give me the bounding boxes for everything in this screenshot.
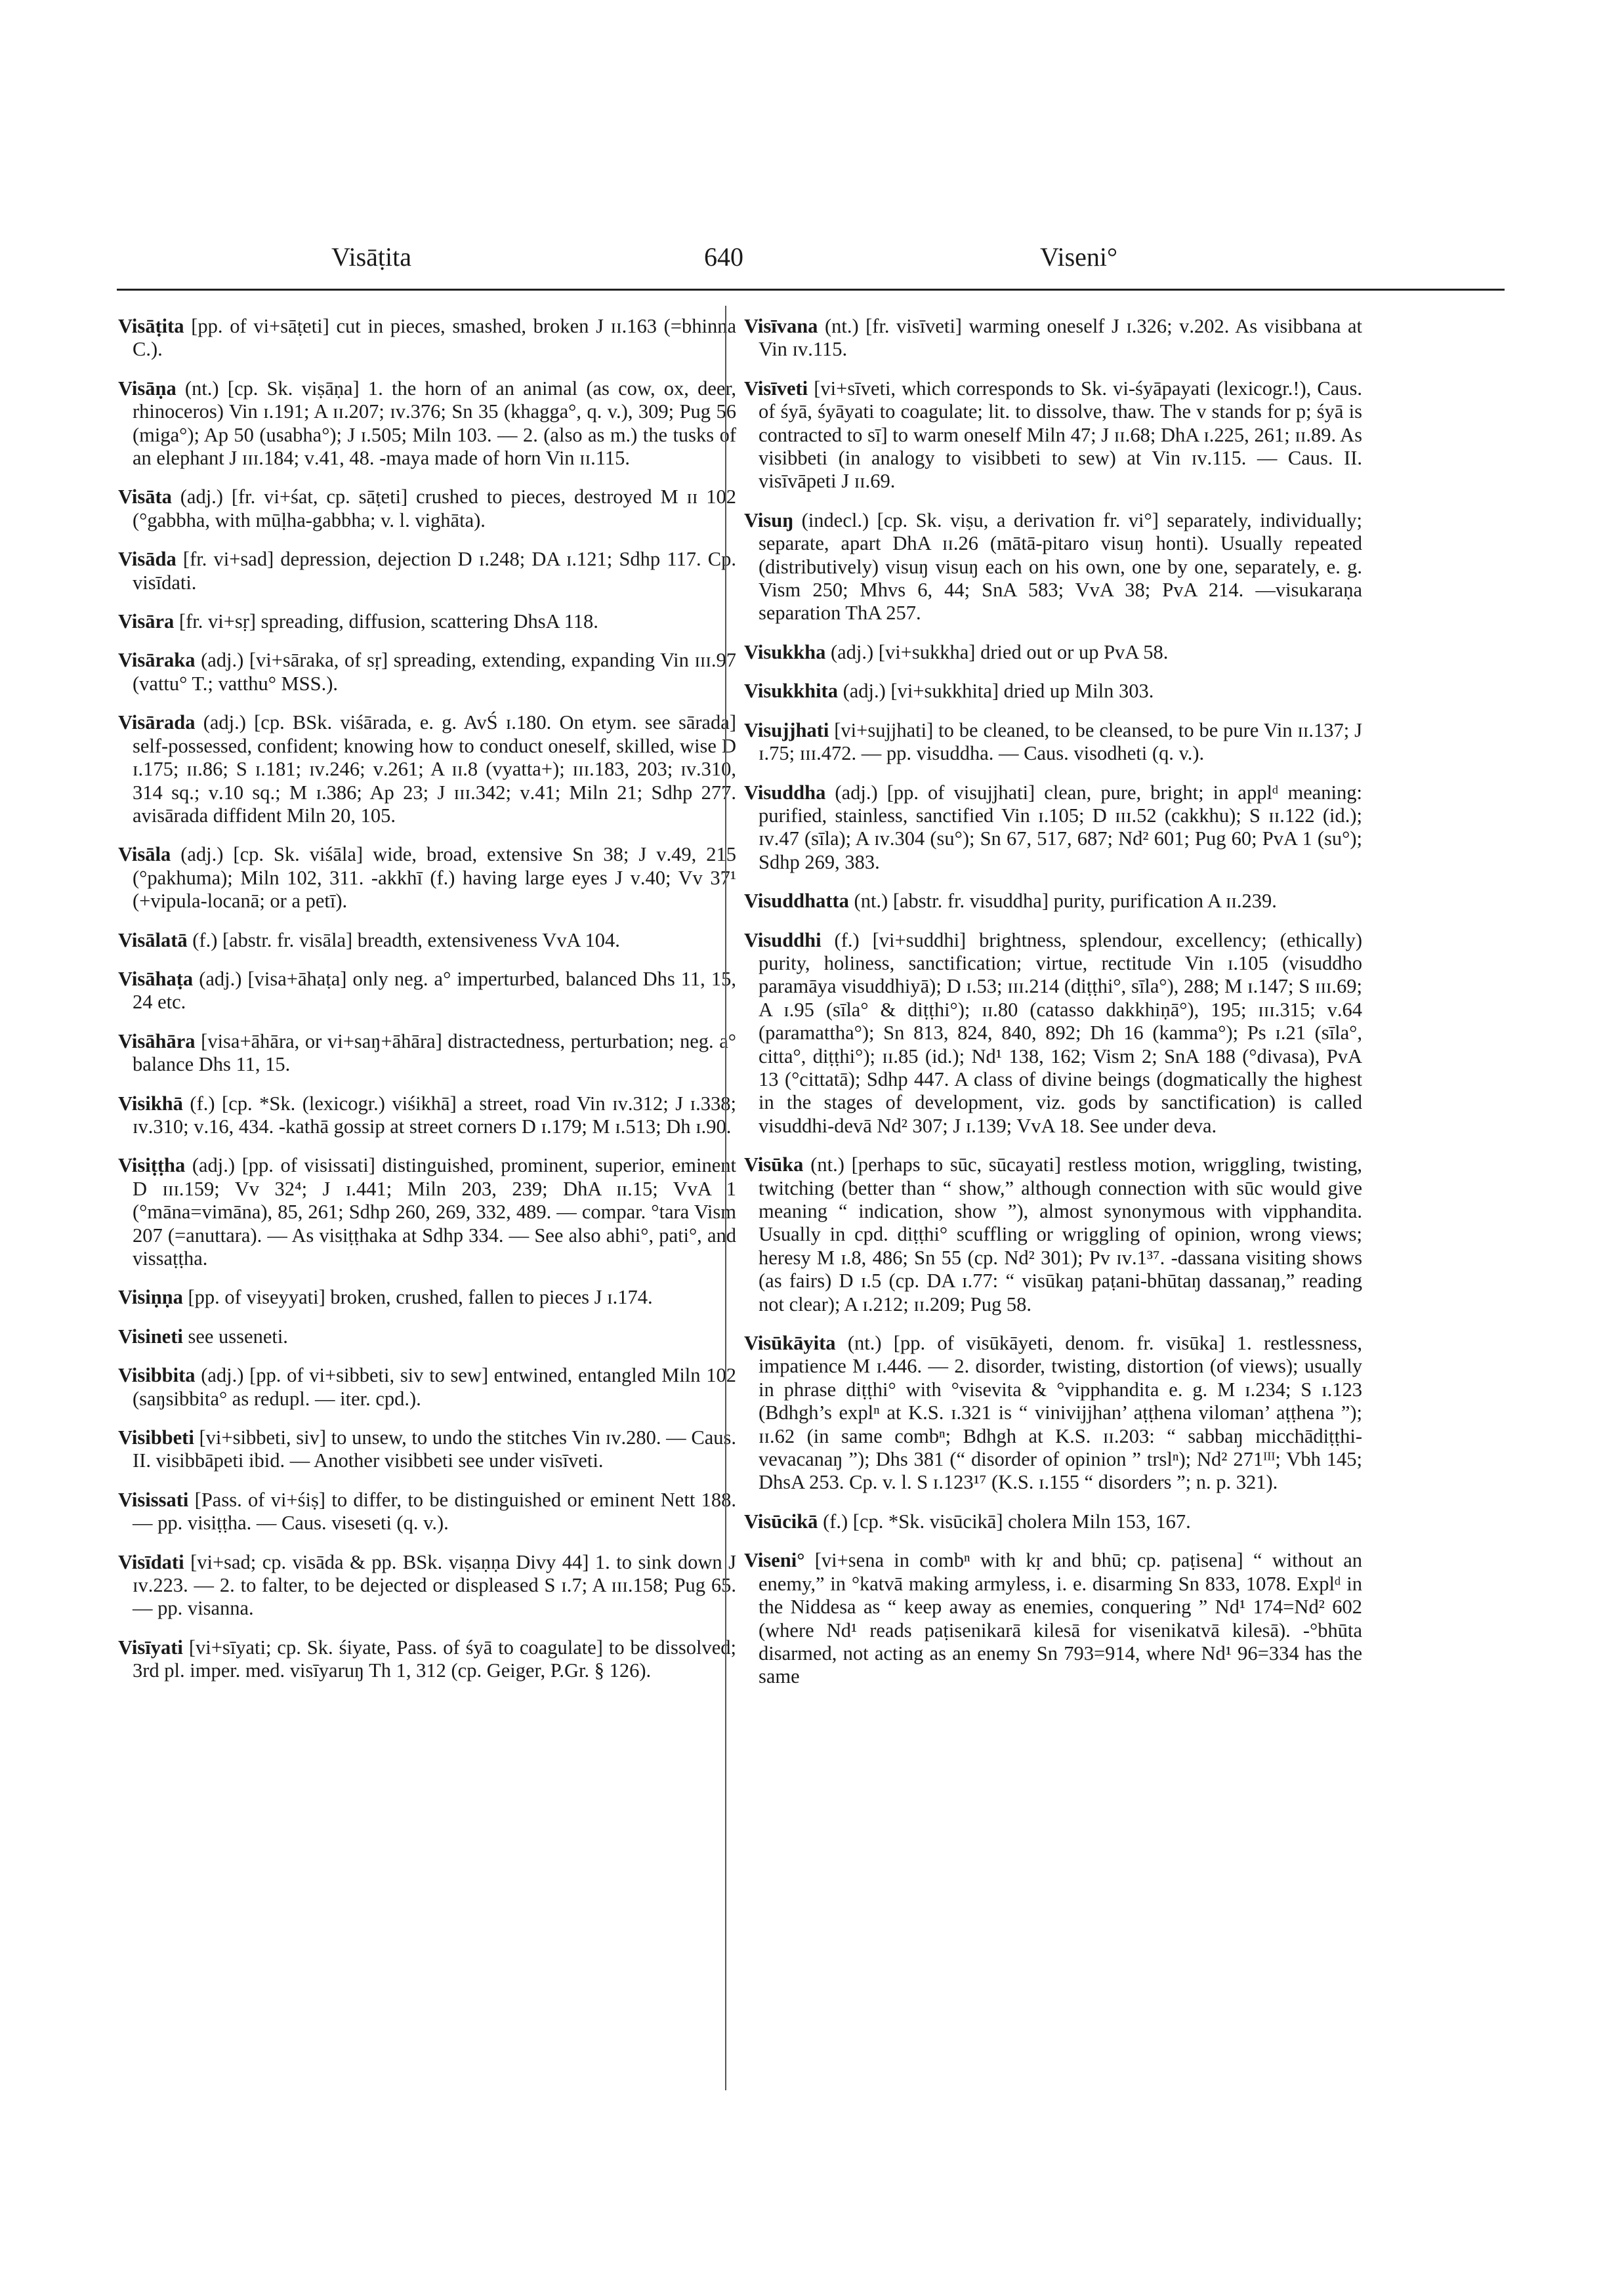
entry-headword: Visālatā	[118, 928, 188, 951]
entry-headword: Visuŋ	[744, 508, 794, 531]
entry-headword: Visāta	[118, 486, 172, 508]
dictionary-entry	[118, 486, 736, 532]
dictionary-entry	[118, 1325, 736, 1348]
entry-headword: Visīveti	[744, 377, 808, 400]
entry-headword: Visūkāyita	[744, 1332, 836, 1355]
entry-headword: Visāda	[118, 548, 177, 571]
entry-definition: (nt.) [pp. of visūkāyeti, denom. fr. visūka] 1. restlessness, impatience M ɪ.446. — 2. disorder, twisting, distortion (of views); usually in phrase diṭṭhi° with °visevita & °vipphandita e. g. M ɪ.234; S ɪ.123 (Bdhgh’s explⁿ at K.S. ɪ.321 is “ vinivijjhan’ aṭṭhena viloman’ aṭṭhena ”); ɪɪ.62 (in same combⁿ; Bdhgh at K.S. ɪɪ.203: “ sabbaŋ micchādiṭṭhi-vevacanaŋ ”); Dhs 381 (“ disorder of opinion ” trslⁿ); Nd² 271ᴵᴵᴵ; Vbh 145; DhsA 253. Cp. v. l. S ɪ.123¹⁷ (K.S. ɪ.155 “ disorders ”; n. p. 321).	[759, 1332, 1362, 1494]
entry-headword: Visīvana	[744, 315, 818, 337]
dictionary-entry	[118, 1364, 736, 1411]
entry-headword: Visiṇṇa	[118, 1286, 183, 1309]
entry-definition: (adj.) [vi+sāraka, of sṛ] spreading, extending, expanding Vin ɪɪɪ.97 (vattu° T.; vatthu° MSS.).	[133, 649, 736, 695]
entry-definition: [vi+sena in combⁿ with kṛ and bhū; cp. paṭisena] “ without an enemy,” in °katvā making armyless, i. e. disarming Sn 833, 1078. Explᵈ in the Niddesa as “ keep away as enemies, conquering ” Nd¹ 174=Nd² 602 (where Nd¹ reads paṭisenikarā kilesā for visenikatvā kilesā). -°bhūta disarmed, not acting as an enemy Sn 793=914, where Nd¹ 96=334 has the same	[759, 1549, 1363, 1688]
entry-headword: Visārada	[118, 711, 196, 734]
entry-headword: Visukkhita	[744, 680, 838, 703]
entry-definition: (nt.) [cp. Sk. viṣāṇa] 1. the horn of an animal (as cow, ox, deer, rhinoceros) Vin ɪ.191; A ɪɪ.207; ɪᴠ.376; Sn 35 (khagga°, q. v.), 309; Pug 56 (miga°); Ap 50 (usabha°); J ɪ.505; Miln 103. — 2. (also as m.) the tusks of an elephant J ɪɪɪ.184; ᴠ.41, 48. -maya made of horn Vin ɪɪ.115.	[133, 377, 737, 470]
dictionary-entry	[118, 1092, 736, 1139]
entry-definition: [fr. vi+sṛ] spreading, diffusion, scattering DhsA 118.	[178, 610, 598, 633]
entry-definition: (nt.) [perhaps to sūc, sūcayati] restless motion, wriggling, twisting, twitching (better than “ show,” although connection with sūc would give meaning “ indication, show ”), almost synonymous with vipphandita. Usually in cpd. diṭṭhi° scuffling or wriggling of opinion, wrong views; heresy M ɪ.8, 486; Sn 55 (cp. Nd² 301); Pv ɪᴠ.1³⁷. -dassana visiting shows (as fairs) D ɪ.5 (cp. DA ɪ.77: “ visūkaŋ paṭani-bhūtaŋ dassanaŋ,” reading not clear); A ɪ.212; ɪɪ.209; Pug 58.	[759, 1153, 1362, 1315]
entry-headword: Visāṇa	[118, 377, 177, 400]
dictionary-entry	[744, 1510, 1362, 1533]
entry-definition: [vi+sīyati; cp. Sk. śiyate, Pass. of śyā to coagulate] to be dissolved; 3rd pl. imper. med. visīyaruŋ Th 1, 312 (cp. Geiger, P.Gr. § 126).	[133, 1636, 737, 1682]
entry-headword: Visāṭita	[118, 315, 184, 337]
entry-definition: [vi+sibbeti, siv] to unsew, to undo the stitches Vin ɪᴠ.280. — Caus. II. visibbāpeti ibid. — Another visibbeti see under visīveti.	[133, 1426, 736, 1472]
entry-definition: (adj.) [fr. vi+śat, cp. sāṭeti] crushed to pieces, destroyed M ɪɪ 102 (°gabbha, with mūḷha-gabbha; v. l. vighāta).	[133, 486, 736, 531]
dictionary-entry	[744, 315, 1362, 362]
entry-definition: (nt.) [abstr. fr. visuddha] purity, purification A ɪɪ.239.	[854, 890, 1277, 913]
entry-definition: (adj.) [vi+sukkha] dried out or up PvA 58.	[830, 640, 1169, 663]
entry-definition: [vi+sīveti, which corresponds to Sk. vi-śyāpayati (lexicogr.!), Caus. of śyā, śyāyati to coagulate; lit. to dissolve, thaw. The v stands for p; śyā is contracted to sī] to warm oneself Miln 47; J ɪɪ.68; DhA ɪ.225, 261; ɪɪ.89. As visibbeti (in analogy to visibbeti to sew) at Vin ɪᴠ.115. — Caus. II. visīvāpeti J ɪɪ.69.	[759, 377, 1362, 493]
dictionary-entry	[744, 1153, 1362, 1316]
entry-definition: [fr. vi+sad] depression, dejection D ɪ.248; DA ɪ.121; Sdhp 117. Cp. visīdati.	[133, 548, 737, 594]
dictionary-entry	[118, 1489, 736, 1535]
entry-definition: [vi+sujjhati] to be cleaned, to be cleansed, to be pure Vin ɪɪ.137; J ɪ.75; ɪɪɪ.472. — pp. visuddha. — Caus. visodheti (q. v.).	[759, 718, 1363, 765]
dictionary-entry	[118, 377, 736, 470]
dictionary-entry	[118, 929, 736, 952]
entry-definition: (adj.) [vi+sukkhita] dried up Miln 303.	[843, 680, 1154, 703]
running-head-right: Viseni°	[1040, 242, 1118, 272]
entry-headword: Visīyati	[118, 1636, 183, 1659]
dictionary-entry	[118, 1154, 736, 1270]
entry-headword: Visāla	[118, 843, 171, 866]
entry-headword: Visikhā	[118, 1092, 183, 1115]
entry-definition: (adj.) [pp. of vi+sibbeti, siv to sew] entwined, entangled Miln 102 (saŋsibbita° as redupl. — iter. cpd.).	[133, 1364, 736, 1410]
dictionary-entry	[744, 509, 1362, 625]
dictionary-entry	[118, 315, 736, 362]
entry-headword: Visuddhatta	[744, 890, 849, 913]
entry-headword: Visāhaṭa	[118, 967, 194, 990]
entry-definition: (f.) [cp. *Sk. visūcikā] cholera Miln 153, 167.	[823, 1510, 1191, 1533]
entry-definition: (adj.) [pp. of visujjhati] clean, pure, bright; in applᵈ meaning: purified, stainless, sanctified Vin ɪ.105; D ɪɪɪ.52 (cakkhu); S ɪɪ.122 (id.); ɪᴠ.47 (sīla); A ɪᴠ.304 (su°); Sn 67, 517, 687; Nd² 601; Pug 60; PvA 1 (su°); Sdhp 269, 383.	[759, 781, 1362, 873]
entry-definition: [visa+āhāra, or vi+saŋ+āhāra] distractedness, perturbation; neg. a° balance Dhs 11, 15.	[133, 1029, 737, 1076]
entry-headword: Visujjhati	[744, 718, 829, 741]
dictionary-entry	[744, 377, 1362, 493]
dictionary-entry	[744, 929, 1362, 1138]
left-column	[118, 315, 736, 1699]
entry-headword: Visūcikā	[744, 1510, 818, 1533]
entry-definition: [Pass. of vi+śiṣ] to differ, to be distinguished or eminent Nett 188. — pp. visiṭṭha. — Caus. viseseti (q. v.).	[133, 1488, 736, 1535]
entry-definition: (indecl.) [cp. Sk. viṣu, a derivation fr. vi°] separately, individually; separate, apart DhA ɪɪ.26 (mātā-pitaro visuŋ honti). Usually repeated (distributively) visuŋ visuŋ each on his own, one by one, separately, e. g. Vism 250; Mhvs 6, 44; SnA 583; VvA 38; PvA 214. —visukaraṇa separation ThA 257.	[759, 508, 1362, 625]
dictionary-entry	[118, 1286, 736, 1309]
running-head-left: Visāṭita	[331, 242, 412, 272]
dictionary-entry	[118, 1551, 736, 1621]
dictionary-entry	[118, 610, 736, 633]
entry-definition: (adj.) [cp. BSk. viśārada, e. g. AvŚ ɪ.180. On etym. see sārada] self-possessed, confident; knowing how to conduct oneself, skilled, wise D ɪ.175; ɪɪ.86; S ɪ.181; ɪᴠ.246; ᴠ.261; A ɪɪ.8 (vyatta+); ɪɪɪ.183, 203; ɪᴠ.310, 314 sq.; ᴠ.10 sq.; M ɪ.386; Ap 23; J ɪɪɪ.342; ᴠ.41; Miln 21; Sdhp 277. avisārada diffident Miln 20, 105.	[133, 711, 736, 827]
entry-definition: (adj.) [cp. Sk. viśāla] wide, broad, extensive Sn 38; J ᴠ.49, 215 (°pakhuma); Miln 102, 311. -akkhī (f.) having large eyes J ᴠ.40; Vv 37¹ (+vipula-locanā; or a petī).	[133, 843, 737, 913]
dictionary-entry	[118, 843, 736, 913]
entry-headword: Visuddhi	[744, 928, 822, 951]
entry-headword: Visuddha	[744, 781, 826, 804]
entry-definition: [vi+sad; cp. visāda & pp. BSk. viṣaṇṇa Divy 44] 1. to sink down J ɪᴠ.223. — 2. to falter, to be dejected or displeased S ɪ.7; A ɪɪɪ.158; Pug 65. — pp. visanna.	[133, 1550, 736, 1620]
dictionary-entry	[744, 890, 1362, 913]
dictionary-entry	[744, 1332, 1362, 1495]
entry-definition: (nt.) [fr. visīveti] warming oneself J ɪ.326; ᴠ.202. As visibbana at Vin ɪᴠ.115.	[759, 315, 1362, 361]
entry-definition: (f.) [vi+suddhi] brightness, splendour, excellency; (ethically) purity, holiness, sanctification; virtue, rectitude Vin ɪ.105 (visuddho paramāya visuddhiyā); D ɪ.53; ɪɪɪ.214 (diṭṭhi°, sīla°), 288; M ɪ.147; S ɪɪɪ.69; A ɪ.95 (sīla° & diṭṭhi°); ɪɪ.80 (catasso dakkhiṇā°), 195; ɪɪɪ.315; ᴠ.64 (paramattha°); Sn 813, 824, 840, 892; Dh 16 (kamma°); Ps ɪ.21 (sīla°, citta°, diṭṭhi°); ɪɪ.85 (id.); Nd¹ 138, 162; Vism 2; SnA 188 (°divasa), PvA 13 (°cittatā); Sdhp 447. A class of divine beings (dogmatically the highest in the stages of development, viz. gods by sanctification) is called visuddhi-devā Nd² 307; J ɪ.139; VvA 18. See under deva.	[759, 928, 1362, 1137]
dictionary-entry	[118, 649, 736, 695]
entry-headword: Visāhāra	[118, 1029, 196, 1052]
entry-headword: Visukkha	[744, 640, 826, 663]
entry-headword: Visūka	[744, 1153, 804, 1176]
dictionary-entry	[118, 1030, 736, 1077]
dictionary-entry	[744, 719, 1362, 766]
entry-definition: (adj.) [pp. of visissati] distinguished, prominent, superior, eminent D ɪɪɪ.159; Vv 32⁴; J ɪ.441; Miln 203, 239; DhA ɪɪ.15; VvA 1 (°māna=vimāna), 85, 261; Sdhp 260, 269, 332, 489. — compar. °tara Vism 207 (=anuttara). — As visiṭṭhaka at Sdhp 334. — See also abhi°, pati°, and vissaṭṭha.	[133, 1154, 737, 1270]
header-rule	[117, 289, 1505, 291]
entry-definition: (adj.) [visa+āhaṭa] only neg. a° imperturbed, balanced Dhs 11, 15, 24 etc.	[133, 967, 736, 1014]
entry-headword: Visineti	[118, 1325, 183, 1348]
entry-definition: (f.) [cp. *Sk. (lexicogr.) viśikhā] a street, road Vin ɪᴠ.312; J ɪ.338; ɪᴠ.310; ᴠ.16, 434. -kathā gossip at street corners D ɪ.179; M ɪ.513; Dh ɪ.90.	[133, 1092, 736, 1138]
dictionary-entry	[744, 680, 1362, 703]
entry-headword: Viseni°	[744, 1549, 805, 1572]
entry-headword: Visibbita	[118, 1364, 196, 1387]
entry-definition: (f.) [abstr. fr. visāla] breadth, extensiveness VvA 104.	[192, 928, 620, 951]
entry-headword: Visibbeti	[118, 1426, 194, 1449]
entry-headword: Visīdati	[118, 1550, 184, 1573]
page-number: 640	[704, 242, 743, 272]
entry-definition: [pp. of viseyyati] broken, crushed, fallen to pieces J ɪ.174.	[188, 1286, 653, 1309]
entry-headword: Visiṭṭha	[118, 1154, 186, 1177]
dictionary-entry	[118, 711, 736, 827]
dictionary-entry	[118, 1636, 736, 1683]
right-column	[744, 315, 1362, 1705]
dictionary-entry	[118, 968, 736, 1014]
entry-definition: see usseneti.	[188, 1325, 288, 1348]
dictionary-entry	[744, 1549, 1362, 1688]
entry-headword: Visāraka	[118, 649, 196, 672]
entry-headword: Visāra	[118, 610, 175, 633]
entry-definition: [pp. of vi+sāṭeti] cut in pieces, smashed, broken J ɪɪ.163 (=bhinna C.).	[133, 315, 737, 361]
dictionary-entry	[118, 1426, 736, 1473]
dictionary-entry	[118, 548, 736, 594]
entry-headword: Visissati	[118, 1488, 189, 1511]
dictionary-entry	[744, 641, 1362, 664]
column-divider	[725, 306, 726, 2090]
dictionary-entry	[744, 781, 1362, 875]
